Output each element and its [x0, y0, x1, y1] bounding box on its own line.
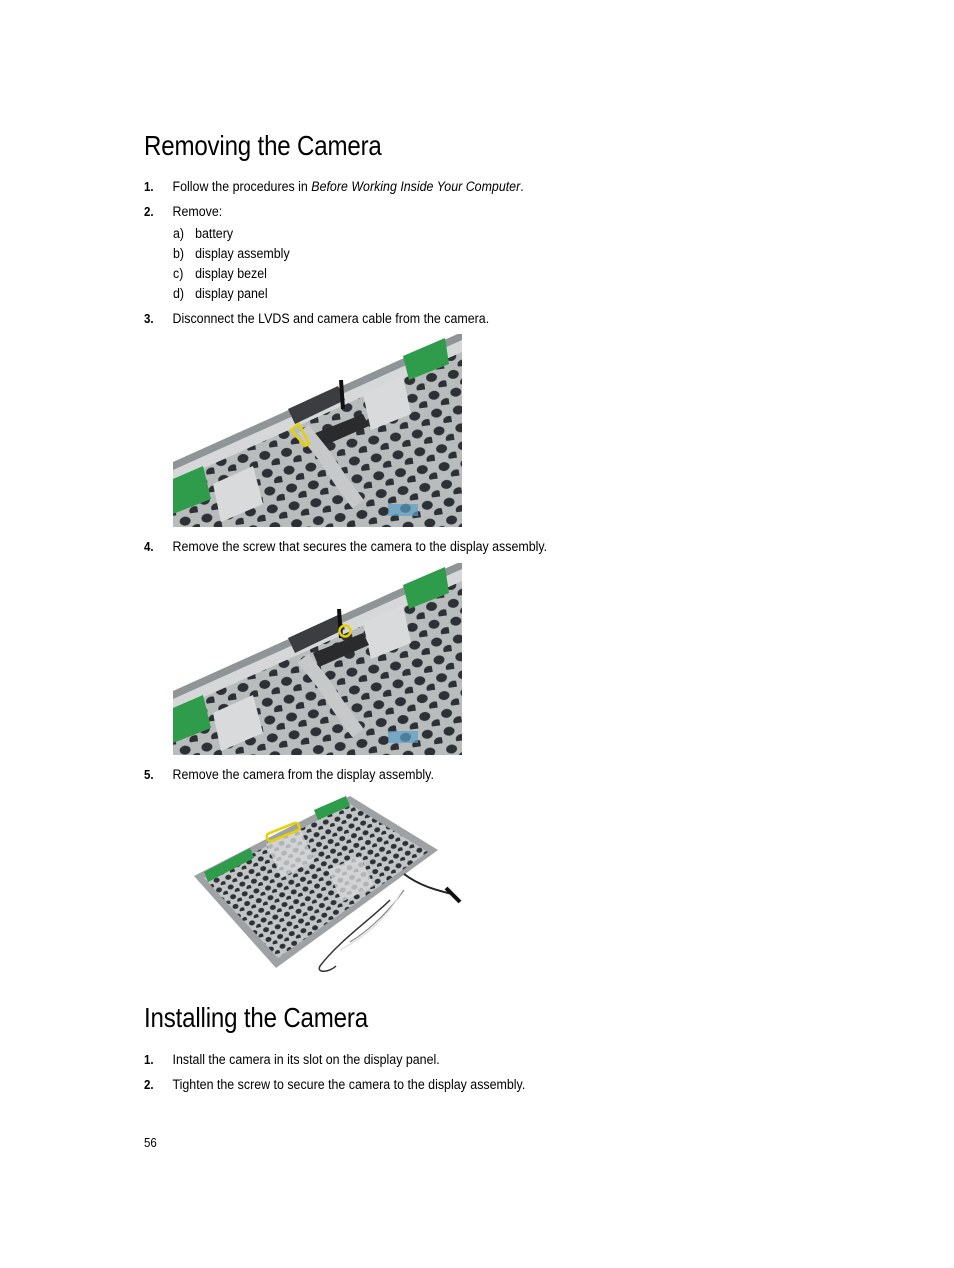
step-number: 5.: [144, 768, 154, 782]
step-number: 3.: [144, 312, 154, 326]
step-text: Remove:: [172, 204, 223, 219]
figure-disconnect-cable-photo: [173, 334, 462, 527]
figure-remove-screw-photo: [173, 563, 462, 755]
cross-reference-link: Before Working Inside Your Computer: [311, 179, 521, 194]
page-number: 56: [144, 1136, 157, 1150]
section-title-installing: Installing the Camera: [144, 1002, 368, 1033]
step-number: 1.: [144, 1053, 154, 1067]
step-text: Disconnect the LVDS and camera cable from the camera.: [172, 311, 490, 326]
sub-item-letter: a): [173, 226, 185, 241]
sub-item-letter: c): [173, 266, 184, 281]
sub-item-text: display assembly: [195, 246, 290, 261]
sub-item-letter: d): [173, 286, 185, 301]
figure-remove-camera-photo: [190, 790, 470, 976]
step-text-after: .: [520, 179, 524, 194]
sub-item-letter: b): [173, 246, 185, 261]
step-number: 2.: [144, 1078, 154, 1092]
step-text: [173, 179, 524, 195]
step-number: 4.: [144, 540, 154, 554]
sub-item-text: battery: [195, 226, 234, 241]
step-number: 2.: [144, 205, 154, 219]
step-text: Remove the camera from the display assembly.: [172, 767, 434, 782]
step-text: Tighten the screw to secure the camera to the display assembly.: [172, 1077, 526, 1092]
step-text: Install the camera in its slot on the display panel.: [172, 1052, 440, 1067]
step-number: 1.: [144, 180, 154, 194]
section-title-removing: Removing the Camera: [144, 130, 382, 161]
step-text: Remove the screw that secures the camera to the display assembly.: [172, 539, 548, 554]
step-text-before: Follow the procedures in: [172, 179, 312, 194]
sub-item-text: display panel: [195, 286, 268, 301]
sub-item-text: display bezel: [195, 266, 267, 281]
